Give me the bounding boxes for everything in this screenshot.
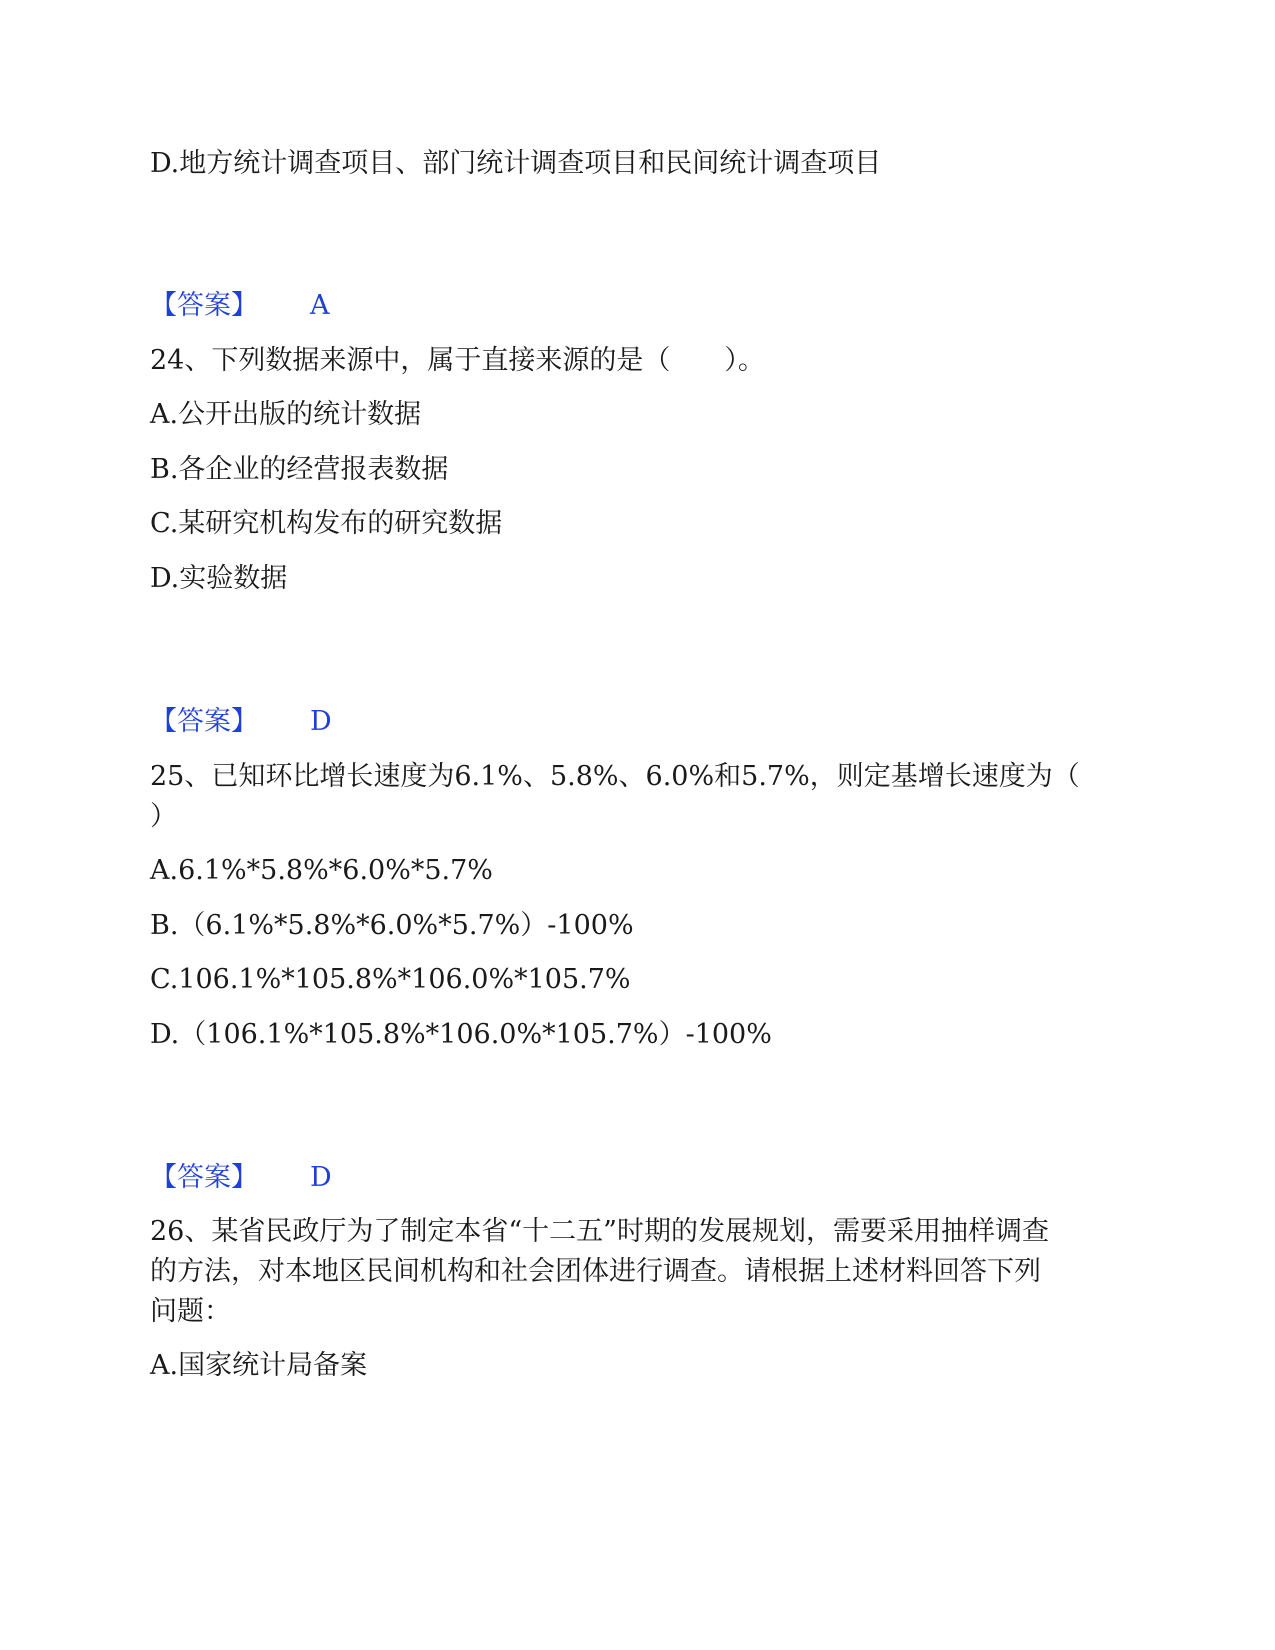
answer-24	[150, 702, 332, 742]
answer-value: A	[310, 290, 330, 321]
q23-option-d: D.地方统计调查项目、部门统计调查项目和民间统计调查项目	[150, 148, 882, 179]
q24-option-d: D.实验数据	[150, 563, 288, 594]
q24-option-c: C.某研究机构发布的研究数据	[150, 508, 503, 539]
answer-tag: 【答案】	[150, 706, 258, 737]
q24-option-a: A.公开出版的统计数据	[150, 399, 422, 430]
q24-option-b: B.各企业的经营报表数据	[150, 454, 449, 485]
answer-value: D	[310, 706, 332, 737]
q25-option-b: B.（6.1%*5.8%*6.0%*5.7%）-100%	[150, 910, 634, 941]
answer-tag: 【答案】	[150, 1162, 258, 1193]
q25-option-d: D.（106.1%*105.8%*106.0%*105.7%）-100%	[150, 1019, 772, 1050]
q26-option-a: A.国家统计局备案	[150, 1350, 368, 1381]
q25-stem-line2: ）	[150, 801, 177, 832]
answer-23	[150, 286, 330, 326]
q26-stem-line2: 的方法，对本地区民间机构和社会团体进行调查。请根据上述材料回答下列	[150, 1256, 1041, 1287]
q25-stem-line1: 25、已知环比增长速度为6.1%、5.8%、6.0%和5.7%，则定基增长速度为（	[150, 761, 1080, 792]
answer-tag: 【答案】	[150, 290, 258, 321]
q26-stem-line1: 26、某省民政厅为了制定本省“十二五”时期的发展规划，需要采用抽样调查	[150, 1216, 1049, 1247]
answer-25	[150, 1158, 332, 1198]
q24-stem: 24、下列数据来源中，属于直接来源的是（ ）。	[150, 345, 765, 376]
q25-option-c: C.106.1%*105.8%*106.0%*105.7%	[150, 964, 631, 995]
answer-value: D	[310, 1162, 332, 1193]
q25-option-a: A.6.1%*5.8%*6.0%*5.7%	[150, 855, 493, 886]
q26-stem-line3: 问题：	[150, 1296, 231, 1327]
